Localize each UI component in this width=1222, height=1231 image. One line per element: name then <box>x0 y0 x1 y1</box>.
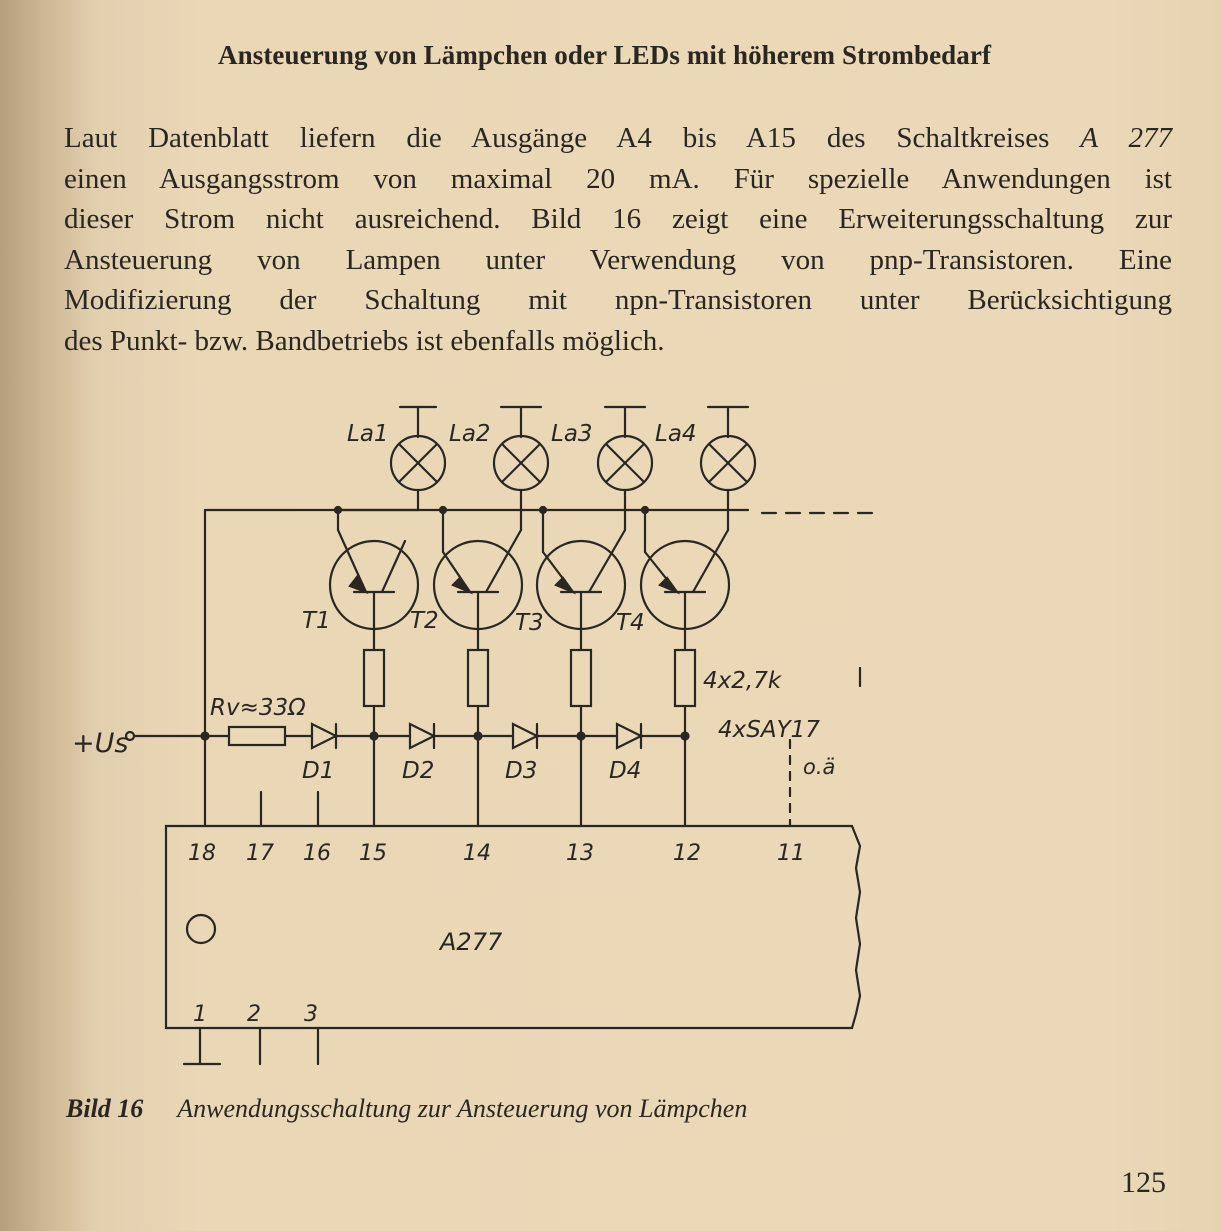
label-t3: T3 <box>515 610 544 636</box>
label-resistors: 4x2,7k <box>703 668 782 694</box>
label-rv: Rv≈33Ω <box>210 695 306 721</box>
diode-d2 <box>410 724 434 748</box>
diode-d3 <box>513 724 537 748</box>
pin-3: 3 <box>304 1002 318 1027</box>
transistor-t1 <box>330 530 418 650</box>
resistor-r3 <box>571 650 591 706</box>
label-d1: D1 <box>302 758 335 784</box>
paragraph-line-5: Modifizierung der Schaltung mit npn-Transistoren unter Berücksichtigung <box>64 284 1172 316</box>
resistor-rv <box>229 727 285 745</box>
lamp-la4 <box>701 407 755 530</box>
label-alternative: o.ä <box>803 755 836 779</box>
label-diode-type: 4xSAY17 <box>718 717 820 743</box>
pin-1: 1 <box>193 1002 207 1027</box>
transistor-t2 <box>434 530 522 650</box>
label-la1: La1 <box>347 421 389 447</box>
paragraph-line-4: Ansteuerung von Lampen unter Verwendung von pnp-Transistoren. Eine <box>64 243 1172 276</box>
label-d4: D4 <box>609 758 642 784</box>
figure-caption <box>66 1094 747 1124</box>
paragraph-line-3: dieser Strom nicht ausreichend. Bild 16 zeigt eine Erweiterungsschaltung zur <box>64 203 1172 235</box>
diode-d1 <box>312 724 336 748</box>
resistor-r4 <box>675 650 695 706</box>
resistor-r2 <box>468 650 488 706</box>
pin-14: 14 <box>463 841 491 866</box>
pin-16: 16 <box>303 841 331 866</box>
label-d2: D2 <box>402 758 435 784</box>
pin-11: 11 <box>777 841 805 866</box>
resistor-r1 <box>364 650 384 706</box>
transistor-t4 <box>641 530 729 650</box>
pin-18: 18 <box>188 841 216 866</box>
section-heading: Ansteuerung von Lämpchen oder LEDs mit höherem Strombedarf <box>218 40 992 70</box>
pin-12: 12 <box>673 841 701 866</box>
label-la3: La3 <box>551 421 593 447</box>
pin-2: 2 <box>247 1002 261 1027</box>
transistor-t3 <box>537 530 625 650</box>
label-t4: T4 <box>616 610 645 636</box>
label-la4: La4 <box>655 421 697 447</box>
paragraph-line-6: des Punkt- bzw. Bandbetriebs ist ebenfalls möglich. <box>64 324 665 357</box>
label-t1: T1 <box>302 608 331 634</box>
label-ic: A277 <box>440 928 503 956</box>
pin-17: 17 <box>246 841 274 866</box>
label-la2: La2 <box>449 421 491 447</box>
figure-number: Bild 16 <box>66 1094 144 1123</box>
paragraph-line-2: einen Ausgangsstrom von maximal 20 mA. Für spezielle Anwendungen ist <box>64 162 1172 195</box>
figure-caption-text: Anwendungsschaltung zur Ansteuerung von Lämpchen <box>177 1094 748 1123</box>
diode-d4 <box>617 724 641 748</box>
label-supply: +Us <box>72 728 129 759</box>
label-t2: T2 <box>410 608 439 634</box>
pin-13: 13 <box>566 841 594 866</box>
pin-15: 15 <box>359 841 387 866</box>
page-number: 125 <box>1121 1166 1166 1199</box>
label-d3: D3 <box>505 758 538 784</box>
paragraph-line-1: Laut Datenblatt liefern die Ausgänge A4 bis A15 des Schaltkreises A 277 <box>64 122 1172 154</box>
